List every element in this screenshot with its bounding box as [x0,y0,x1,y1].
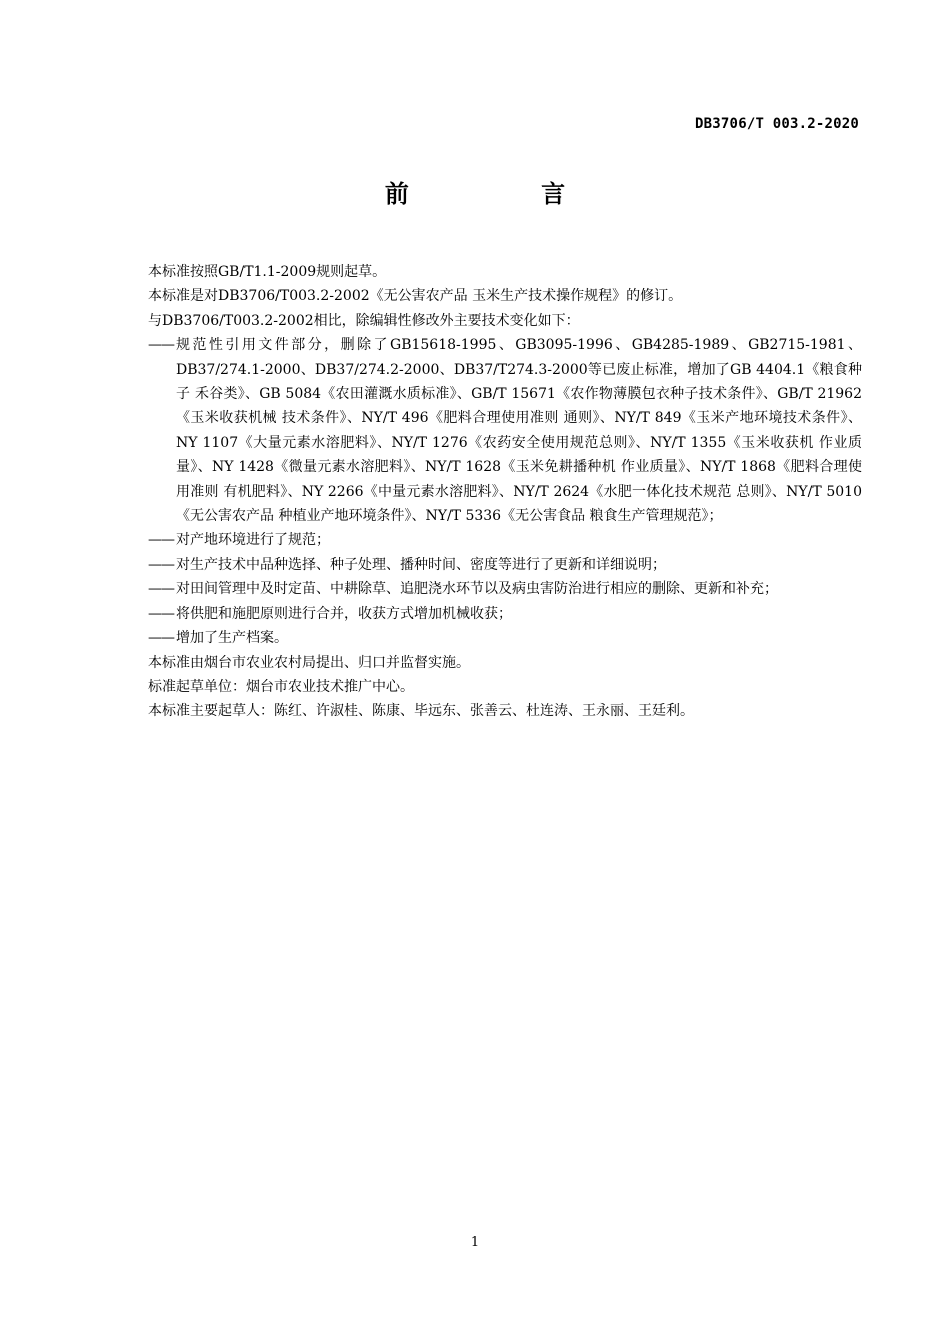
change-item-text: 增加了生产档案。 [176,630,288,647]
change-item [148,528,862,552]
page-title: 前 言 [384,180,628,208]
change-item-text: 将供肥和施肥原则进行合并，收获方式增加机械收获； [176,605,512,622]
paragraph-proposer: 本标准由烟台市农业农村局提出、归口并监督实施。 [148,654,470,671]
change-item [148,626,862,650]
dash-marker: —— [148,556,174,573]
change-item-text: 对生产技术中品种选择、种子处理、播种时间、密度等进行了更新和详细说明； [176,556,666,573]
paragraph-revision: 本标准是对DB3706/T003.2-2002《无公害农产品 玉米生产技术操作规程》的修订。 [148,288,683,305]
paragraph-drafting-unit: 标准起草单位：烟台市农业技术推广中心。 [148,678,414,695]
paragraph-drafters: 本标准主要起草人：陈红、许淑桂、陈康、毕远东、张善云、杜连涛、王永丽、王廷利。 [148,703,694,720]
page-number: 1 [470,1235,480,1250]
change-item-text: 规范性引用文件部分，删除了GB15618-1995、GB3095-1996、GB4285-1989、GB2715-1981、DB37/274.1-2000、DB37/274.2-2000、DB37/T274.3-2000等已废止标准，增加了GB 4404.1《粮食种子 禾谷类》、GB 5084《农田灌溉水质标准》、GB/T 15671《农作物薄膜包衣种子技术条件》、GB/T 21962《玉米收获机械 技术条件》、NY/T 496《肥料合理使用准则 通则》、NY/T 849《玉米产地环境技术条件》、NY 1107《大量元素水溶肥料》、NY/T 1276《农药安全使用规范总则》、NY/T 1355《玉米收获机 作业质量》、NY 1428《微量元素水溶肥料》、NY/T 1628《玉米免耕播种机 作业质量》、NY/T 1868《肥料合理使用准则 有机肥料》、NY 2266《中量元素水溶肥料》、NY/T 2624《水肥一体化技术规范 总则》、NY/T 5010《无公害农产品 种植业产地环境条件》、NY/T 5336《无公害食品 粮食生产管理规范》； [176,337,862,525]
document-id: DB3706/T 003.2-2020 [695,116,859,132]
paragraph-drafting-rules: 本标准按照GB/T1.1-2009规则起草。 [148,264,387,280]
foreword-body [148,260,862,724]
change-item-text: 对田间管理中及时定苗、中耕除草、追肥浇水环节以及病虫害防治进行相应的删除、更新和补充； [176,581,778,598]
paragraph-changes-intro: 与DB3706/T003.2-2002相比，除编辑性修改外主要技术变化如下： [148,312,580,329]
dash-marker: —— [148,630,174,647]
dash-marker: —— [148,605,174,622]
change-item-text: 对产地环境进行了规范； [176,532,330,549]
change-item [148,553,862,577]
dash-marker: —— [148,337,174,354]
change-item [148,333,862,528]
change-item [148,577,862,601]
dash-marker: —— [148,581,174,598]
change-item [148,602,862,626]
dash-marker: —— [148,532,174,549]
